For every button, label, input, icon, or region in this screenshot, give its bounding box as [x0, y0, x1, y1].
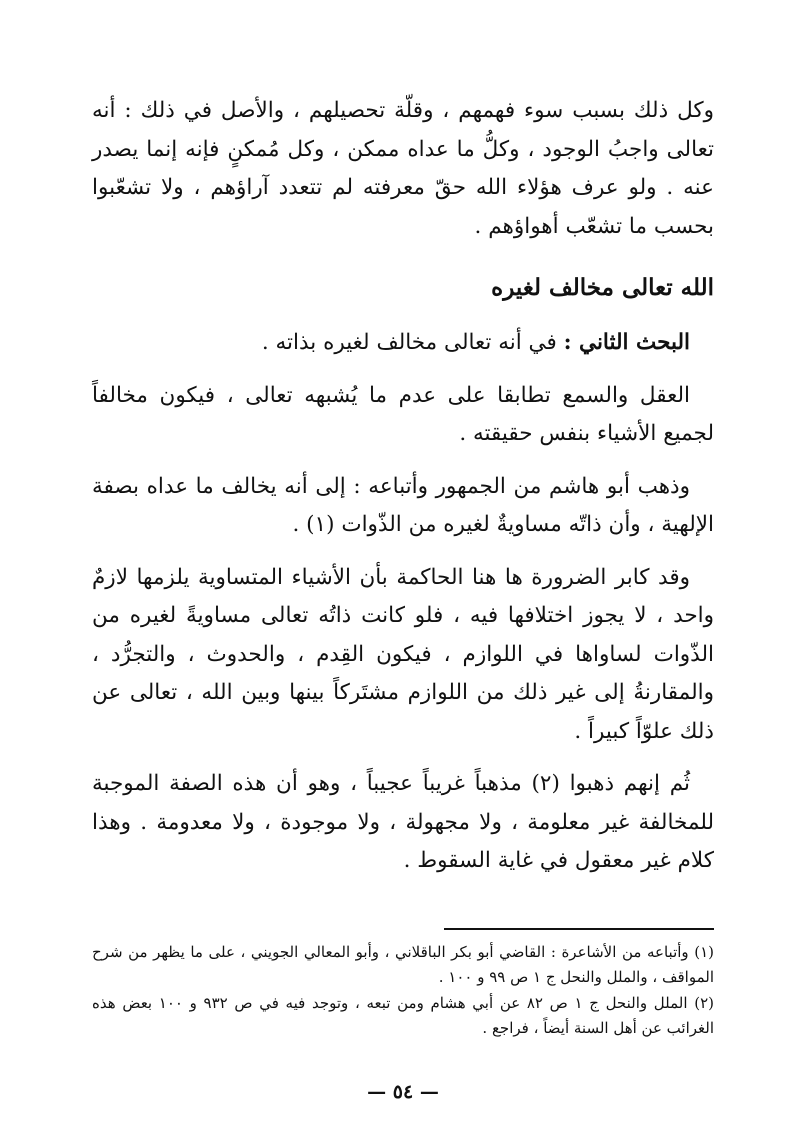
footnote-item: (٢) الملل والنحل ج ١ ص ٨٢ عن أبي هشام ومن تبعه ، وتوجد فيه في ص ٩٣٢ و ١٠٠ بعض هذه الغرائب عن أهل السنة أيضاً ، فراجع . [92, 994, 714, 1037]
paragraph-necessity-argument: وقد كابر الضرورة ها هنا الحاكمة بأن الأشياء المتساوية يلزمها لازمٌ واحد ، لا يجوز اختلافها فيه ، فلو كانت ذاتُه تعالى مساويةً لغيره من الذّوات لساواها في اللوازم ، فيكون القِدم ، والحدوث ، والتجرُّد ، والمقارنةُ إلى غير ذلك من اللوازم مشتَركاً بينها وبين الله ، تعالى عن ذلك علوّاً كبيراً . [92, 564, 714, 744]
section-subtitle-text: في أنه تعالى مخالف لغيره بذاته . [261, 330, 557, 355]
footnotes [92, 940, 714, 1042]
section-subtitle [92, 324, 714, 363]
section-label: البحث الثاني : [563, 330, 690, 355]
paragraph-reason-and-hearing: العقل والسمع تطابقا على عدم ما يُشبهه تعالى ، فيكون مخالفاً لجميع الأشياء بنفس حقيقته . [92, 382, 714, 446]
paragraph-abu-hashim: وذهب أبو هاشم من الجمهور وأتباعه : إلى أنه يخالف ما عداه بصفة الإلهية ، وأن ذاتّه مساويةٌ لغيره من الذّوات (١) . [92, 473, 714, 537]
footnote-item: (١) وأتباعه من الأشاعرة : القاضي أبو بكر الباقلاني ، وأبو المعالي الجويني ، على ما يظهر من شرح المواقف ، والملل والنحل ج ١ ص ٩٩ و ١٠٠ . [92, 943, 714, 986]
section-heading: الله تعالى مخالف لغيره [491, 274, 714, 301]
document-page [92, 92, 714, 1103]
footnote-separator [444, 928, 714, 930]
paragraph-strange-doctrine: ثُم إنهم ذهبوا (٢) مذهباً غريباً عجيباً ، وهو أن هذه الصفة الموجبة للمخالفة غير معلومة ، ولا مجهولة ، ولا موجودة ، ولا معدومة . وهذا كلام غير معقول في غاية السقوط . [92, 771, 714, 873]
paragraph-intro: وكل ذلك بسبب سوء فهمهم ، وقلّة تحصيلهم ، والأصل في ذلك : أنه تعالى واجبُ الوجود ، وكلُّ ما عداه ممكن ، وكل مُمكنٍ فإنه إنما يصدر عنه . ولو عرف هؤلاء الله حقّ معرفته لم تتعدد آراؤهم ، ولا تشعّبوا بحسب ما تشعّب أهواؤهم . [92, 98, 714, 239]
page-number: — ٥٤ — [367, 1081, 439, 1103]
